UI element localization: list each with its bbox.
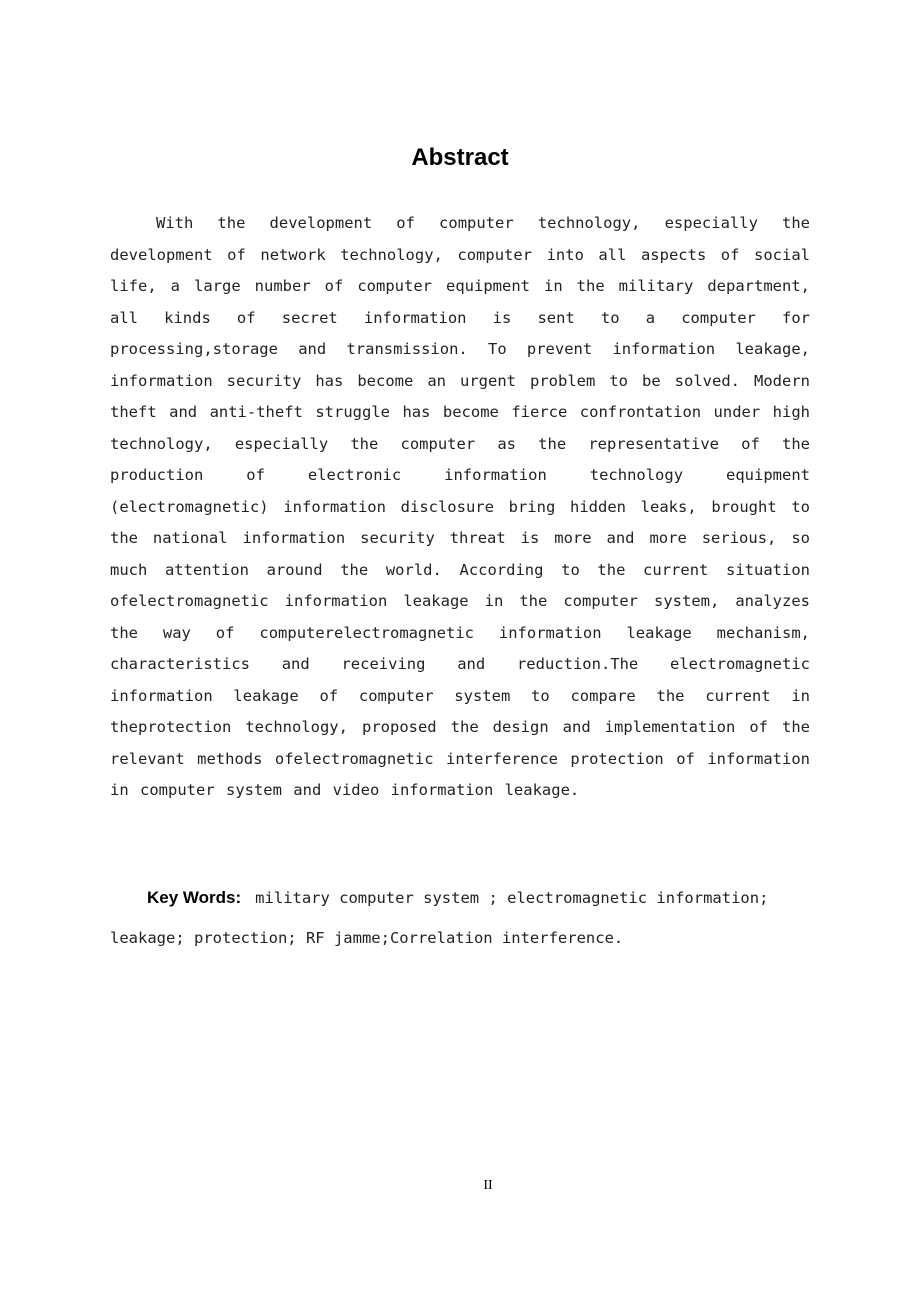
keywords-line <box>110 878 810 958</box>
keywords-text: military computer system ; electromagnetic information; leakage; protection; RF jamme;Correlation interference. <box>110 889 769 947</box>
page-number: II <box>483 1178 493 1193</box>
abstract-paragraph: With the development of computer technology, especially the development of network technology, computer into all aspects of social life, a large number of computer equipment in the military department, all kinds of secret information is sent to a computer for processing,storage and transmission. To prevent information leakage, information security has become an urgent problem to be solved. Modern theft and anti-theft struggle has become fierce confrontation under high technology, especially the computer as the representative of the production of electronic information technology equipment (electromagnetic) information disclosure bring hidden leaks, brought to the national information security threat is more and more serious, so much attention around the world. According to the current situation ofelectromagnetic information leakage in the computer system, analyzes the way of computerelectromagnetic information leakage mechanism, characteristics and receiving and reduction.The electromagnetic information leakage of computer system to compare the current in theprotection technology, proposed the design and implementation of the relevant methods ofelectromagnetic interference protection of information in computer system and video information leakage. <box>110 214 810 799</box>
abstract-title: Abstract <box>411 144 509 171</box>
keywords-label: Key Words: <box>147 888 242 907</box>
